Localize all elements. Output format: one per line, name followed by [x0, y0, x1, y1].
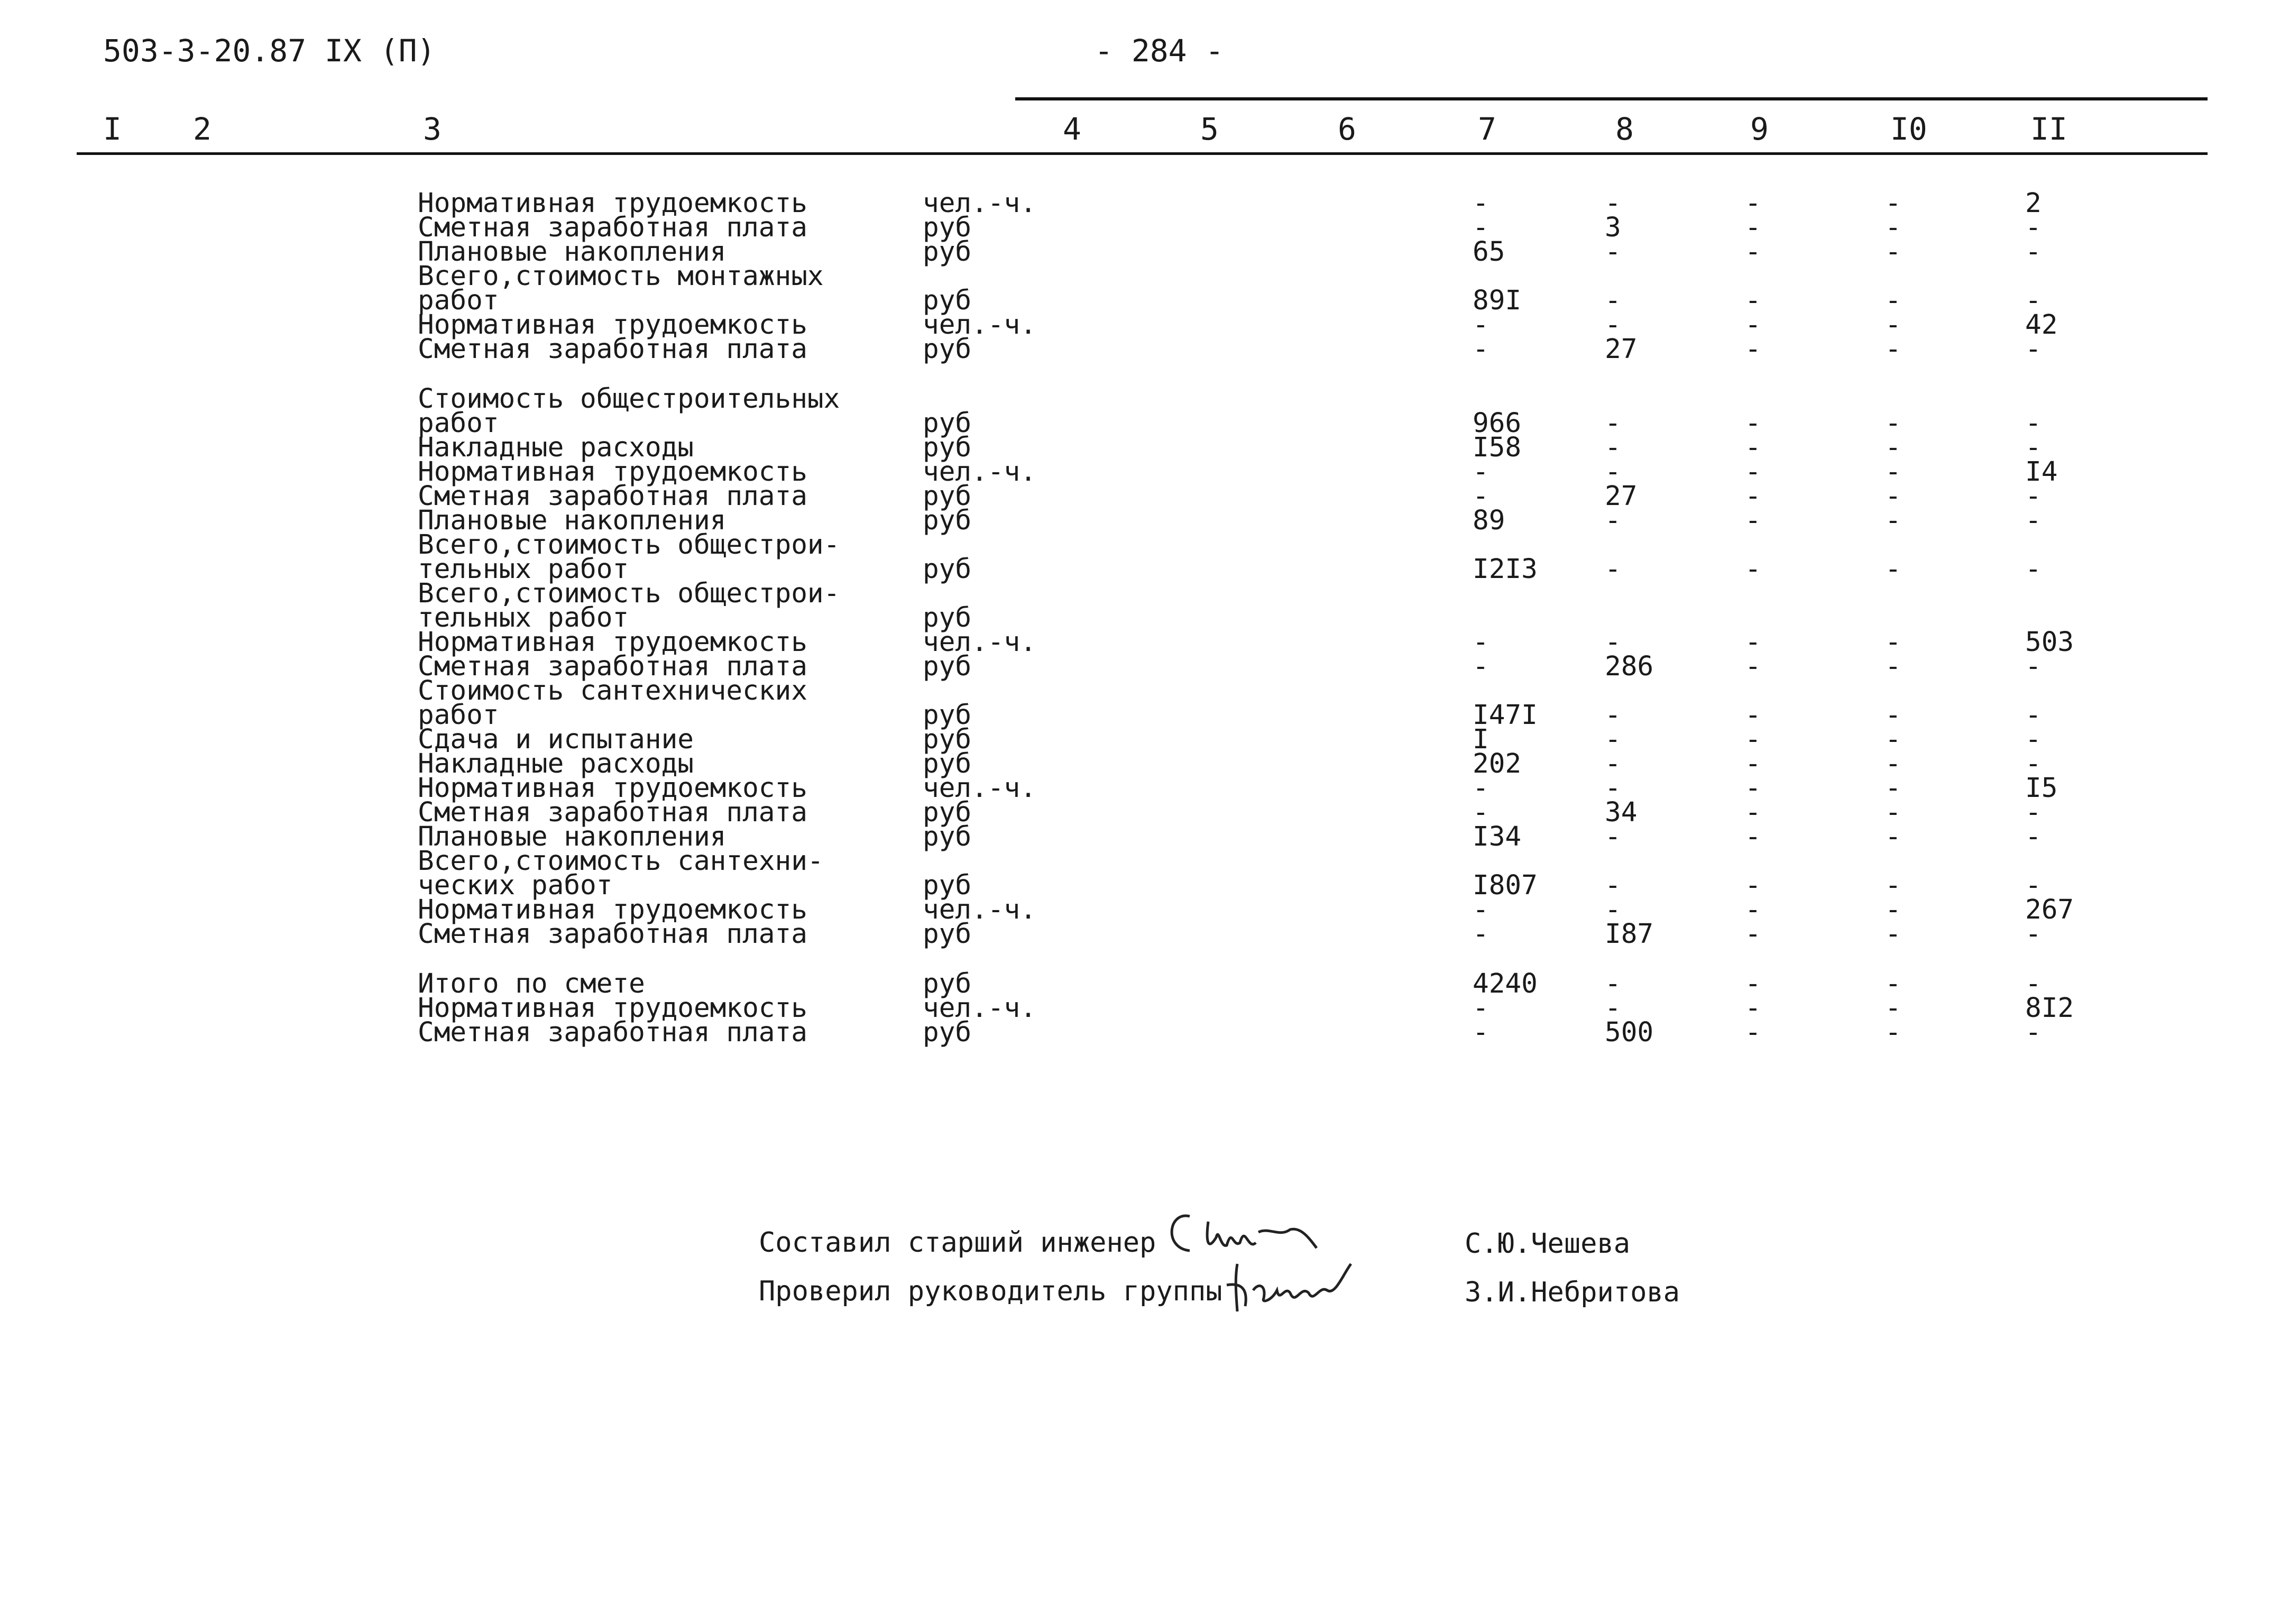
- cell-col-11: -: [2025, 1017, 2042, 1048]
- cell-col-9: -: [1745, 968, 1761, 999]
- cell-col-7: -: [1473, 651, 1489, 682]
- table-row: [0, 383, 2280, 415]
- cell-col-7: I: [1473, 724, 1489, 755]
- row-unit: чел.-ч.: [923, 456, 1036, 488]
- cell-col-7: -: [1473, 1017, 1489, 1048]
- row-unit: руб: [923, 505, 972, 536]
- cell-col-10: -: [1885, 212, 1901, 243]
- row-label: Сметная заработная плата: [418, 651, 807, 682]
- row-label: Нормативная трудоемкость: [418, 773, 807, 804]
- cell-col-8: -: [1605, 700, 1621, 731]
- cell-col-11: 42: [2025, 309, 2058, 341]
- table-row: [0, 700, 2280, 731]
- cell-col-9: -: [1745, 212, 1761, 243]
- cell-col-8: -: [1605, 188, 1621, 219]
- doc-code: 503-3-20.87 IX (П): [103, 33, 436, 69]
- cell-col-7: I807: [1473, 870, 1538, 901]
- row-unit: руб: [923, 651, 972, 682]
- cell-col-7: -: [1473, 993, 1489, 1024]
- cell-col-9: -: [1745, 236, 1761, 268]
- cell-col-9: -: [1745, 1017, 1761, 1048]
- row-label: Сметная заработная плата: [418, 1017, 807, 1048]
- cell-col-8: I87: [1605, 919, 1654, 950]
- table-row: [0, 919, 2280, 950]
- row-unit: руб: [923, 724, 972, 755]
- cell-col-10: -: [1885, 968, 1901, 999]
- cell-col-9: -: [1745, 748, 1761, 779]
- table-row: [0, 675, 2280, 707]
- table-row: [0, 602, 2280, 634]
- row-label: Всего,стоимость общестрои-: [418, 529, 840, 561]
- cell-col-7: I2I3: [1473, 554, 1538, 585]
- cell-col-10: -: [1885, 188, 1901, 219]
- table-row: [0, 481, 2280, 512]
- cell-col-10: -: [1885, 870, 1901, 901]
- cell-col-10: -: [1885, 821, 1901, 852]
- checked-by-label: Проверил руководитель группы: [759, 1276, 1222, 1307]
- cell-col-10: -: [1885, 724, 1901, 755]
- row-unit: руб: [923, 748, 972, 779]
- row-label: Всего,стоимость сантехни-: [418, 846, 824, 877]
- cell-col-7: -: [1473, 894, 1489, 925]
- cell-col-10: -: [1885, 236, 1901, 268]
- cell-col-8: 27: [1605, 334, 1638, 365]
- row-label: Нормативная трудоемкость: [418, 188, 807, 219]
- row-label: Сметная заработная плата: [418, 797, 807, 828]
- cell-col-7: I58: [1473, 432, 1522, 463]
- cell-col-9: -: [1745, 554, 1761, 585]
- table-row: [0, 870, 2280, 901]
- cell-col-8: 500: [1605, 1017, 1654, 1048]
- cell-col-11: -: [2025, 797, 2042, 828]
- row-unit: руб: [923, 481, 972, 512]
- cell-col-10: -: [1885, 894, 1901, 925]
- column-number: 7: [1478, 111, 1496, 147]
- cell-col-11: 503: [2025, 627, 2074, 658]
- row-label: тельных работ: [418, 602, 629, 634]
- cell-col-8: -: [1605, 773, 1621, 804]
- cell-col-7: 966: [1473, 408, 1522, 439]
- cell-col-7: 65: [1473, 236, 1505, 268]
- row-unit: руб: [923, 797, 972, 828]
- cell-col-11: I4: [2025, 456, 2058, 488]
- cell-col-11: -: [2025, 334, 2042, 365]
- column-number: 2: [193, 111, 212, 147]
- cell-col-7: -: [1473, 919, 1489, 950]
- cell-col-8: -: [1605, 408, 1621, 439]
- row-label: Нормативная трудоемкость: [418, 456, 807, 488]
- row-unit: руб: [923, 285, 972, 316]
- row-unit: руб: [923, 236, 972, 268]
- cell-col-11: -: [2025, 554, 2042, 585]
- cell-col-8: -: [1605, 309, 1621, 341]
- cell-col-10: -: [1885, 456, 1901, 488]
- checked-by-name: З.И.Небритова: [1465, 1277, 1680, 1308]
- cell-col-9: -: [1745, 432, 1761, 463]
- table-row: [0, 651, 2280, 682]
- cell-col-11: -: [2025, 748, 2042, 779]
- cell-col-8: -: [1605, 505, 1621, 536]
- table-row: [0, 797, 2280, 828]
- cell-col-11: -: [2025, 919, 2042, 950]
- cell-col-11: -: [2025, 870, 2042, 901]
- cell-col-8: -: [1605, 285, 1621, 316]
- cell-col-9: -: [1745, 894, 1761, 925]
- cell-col-10: -: [1885, 627, 1901, 658]
- cell-col-9: -: [1745, 408, 1761, 439]
- table-row: [0, 578, 2280, 609]
- compiled-by-name: С.Ю.Чешева: [1465, 1228, 1631, 1260]
- cell-col-11: 2: [2025, 188, 2042, 219]
- table-row: [0, 188, 2280, 219]
- row-label: работ: [418, 700, 499, 731]
- table-row: [0, 261, 2280, 292]
- top-rule: [1015, 97, 2208, 100]
- cell-col-7: -: [1473, 212, 1489, 243]
- row-label: тельных работ: [418, 554, 629, 585]
- row-label: Накладные расходы: [418, 748, 694, 779]
- row-unit: чел.-ч.: [923, 993, 1036, 1024]
- column-number: 9: [1750, 111, 1769, 147]
- cell-col-11: -: [2025, 408, 2042, 439]
- cell-col-10: -: [1885, 748, 1901, 779]
- cell-col-11: 8I2: [2025, 993, 2074, 1024]
- cell-col-8: -: [1605, 968, 1621, 999]
- cell-col-9: -: [1745, 481, 1761, 512]
- cell-col-10: -: [1885, 993, 1901, 1024]
- table-row: [0, 334, 2280, 365]
- cell-col-8: -: [1605, 724, 1621, 755]
- cell-col-11: -: [2025, 700, 2042, 731]
- bottom-rule: [77, 152, 2208, 155]
- cell-col-9: -: [1745, 627, 1761, 658]
- cell-col-7: I47I: [1473, 700, 1538, 731]
- cell-col-10: -: [1885, 285, 1901, 316]
- cell-col-11: -: [2025, 968, 2042, 999]
- table-row: [0, 894, 2280, 925]
- table-row: [0, 554, 2280, 585]
- cell-col-10: -: [1885, 408, 1901, 439]
- row-label: Стоимость сантехнических: [418, 675, 807, 707]
- cell-col-9: -: [1745, 773, 1761, 804]
- cell-col-7: 89: [1473, 505, 1505, 536]
- row-unit: руб: [923, 432, 972, 463]
- cell-col-10: -: [1885, 773, 1901, 804]
- table-row: [0, 432, 2280, 463]
- cell-col-11: -: [2025, 285, 2042, 316]
- table-row: [0, 821, 2280, 852]
- column-number: 5: [1200, 111, 1219, 147]
- cell-col-8: 3: [1605, 212, 1621, 243]
- table-row: [0, 529, 2280, 561]
- row-label: Нормативная трудоемкость: [418, 309, 807, 341]
- row-unit: руб: [923, 1017, 972, 1048]
- cell-col-8: -: [1605, 627, 1621, 658]
- row-unit: руб: [923, 212, 972, 243]
- cell-col-8: -: [1605, 432, 1621, 463]
- table-row: [0, 748, 2280, 779]
- row-label: Сметная заработная плата: [418, 212, 807, 243]
- cell-col-11: -: [2025, 481, 2042, 512]
- checked-signature-scribble: [1221, 1253, 1359, 1322]
- row-label: Всего,стоимость общестрои-: [418, 578, 840, 609]
- cell-col-7: 202: [1473, 748, 1522, 779]
- cell-col-10: -: [1885, 334, 1901, 365]
- cell-col-11: -: [2025, 724, 2042, 755]
- cell-col-11: -: [2025, 505, 2042, 536]
- cell-col-9: -: [1745, 188, 1761, 219]
- column-number: I: [103, 111, 122, 147]
- row-label: Накладные расходы: [418, 432, 694, 463]
- cell-col-8: -: [1605, 456, 1621, 488]
- cell-col-8: -: [1605, 554, 1621, 585]
- row-label: Сметная заработная плата: [418, 481, 807, 512]
- row-unit: руб: [923, 919, 972, 950]
- row-label: Нормативная трудоемкость: [418, 894, 807, 925]
- table-row: [0, 846, 2280, 877]
- table-row: [0, 968, 2280, 999]
- column-number: 6: [1338, 111, 1356, 147]
- cell-col-8: 286: [1605, 651, 1654, 682]
- cell-col-7: -: [1473, 481, 1489, 512]
- cell-col-8: -: [1605, 894, 1621, 925]
- cell-col-11: 267: [2025, 894, 2074, 925]
- row-unit: руб: [923, 602, 972, 634]
- row-label: ческих работ: [418, 870, 613, 901]
- column-number: 3: [423, 111, 442, 147]
- row-label: работ: [418, 285, 499, 316]
- cell-col-11: -: [2025, 212, 2042, 243]
- row-label: Сдача и испытание: [418, 724, 694, 755]
- cell-col-7: 89I: [1473, 285, 1522, 316]
- row-label: Сметная заработная плата: [418, 919, 807, 950]
- cell-col-7: I34: [1473, 821, 1522, 852]
- cell-col-8: -: [1605, 821, 1621, 852]
- row-label: работ: [418, 408, 499, 439]
- cell-col-11: -: [2025, 651, 2042, 682]
- row-unit: руб: [923, 870, 972, 901]
- cell-col-10: -: [1885, 309, 1901, 341]
- row-unit: чел.-ч.: [923, 309, 1036, 341]
- column-number: II: [2030, 111, 2067, 147]
- row-unit: руб: [923, 334, 972, 365]
- cell-col-11: -: [2025, 432, 2042, 463]
- page-number: - 284 -: [1095, 33, 1224, 69]
- column-number: 8: [1615, 111, 1634, 147]
- cell-col-7: -: [1473, 456, 1489, 488]
- cell-col-8: 27: [1605, 481, 1638, 512]
- row-unit: чел.-ч.: [923, 773, 1036, 804]
- cell-col-9: -: [1745, 285, 1761, 316]
- cell-col-8: -: [1605, 870, 1621, 901]
- cell-col-7: -: [1473, 773, 1489, 804]
- cell-col-8: -: [1605, 748, 1621, 779]
- row-unit: руб: [923, 821, 972, 852]
- row-label: Нормативная трудоемкость: [418, 627, 807, 658]
- cell-col-9: -: [1745, 870, 1761, 901]
- table-row: [0, 724, 2280, 755]
- table-row: [0, 236, 2280, 268]
- cell-col-9: -: [1745, 724, 1761, 755]
- table-row: [0, 505, 2280, 536]
- cell-col-7: -: [1473, 309, 1489, 341]
- cell-col-11: -: [2025, 821, 2042, 852]
- cell-col-11: I5: [2025, 773, 2058, 804]
- cell-col-9: -: [1745, 993, 1761, 1024]
- cell-col-10: -: [1885, 554, 1901, 585]
- table-row: [0, 1017, 2280, 1048]
- cell-col-9: -: [1745, 919, 1761, 950]
- table-row: [0, 285, 2280, 316]
- row-unit: чел.-ч.: [923, 188, 1036, 219]
- row-label: Плановые накопления: [418, 505, 727, 536]
- row-unit: руб: [923, 700, 972, 731]
- column-number: I0: [1890, 111, 1927, 147]
- row-label: Нормативная трудоемкость: [418, 993, 807, 1024]
- row-unit: чел.-ч.: [923, 894, 1036, 925]
- table-row: [0, 408, 2280, 439]
- cell-col-10: -: [1885, 700, 1901, 731]
- cell-col-9: -: [1745, 334, 1761, 365]
- cell-col-8: -: [1605, 993, 1621, 1024]
- cell-col-9: -: [1745, 456, 1761, 488]
- cell-col-8: -: [1605, 236, 1621, 268]
- cell-col-10: -: [1885, 797, 1901, 828]
- cell-col-9: -: [1745, 651, 1761, 682]
- cell-col-10: -: [1885, 505, 1901, 536]
- cell-col-10: -: [1885, 1017, 1901, 1048]
- row-label: Стоимость общестроительных: [418, 383, 840, 415]
- column-number: 4: [1063, 111, 1081, 147]
- row-label: Плановые накопления: [418, 236, 727, 268]
- cell-col-7: -: [1473, 797, 1489, 828]
- row-label: Сметная заработная плата: [418, 334, 807, 365]
- cell-col-8: 34: [1605, 797, 1638, 828]
- row-unit: руб: [923, 968, 972, 999]
- row-unit: руб: [923, 554, 972, 585]
- table-row: [0, 309, 2280, 341]
- cell-col-10: -: [1885, 651, 1901, 682]
- table-row: [0, 456, 2280, 488]
- row-label: Плановые накопления: [418, 821, 727, 852]
- row-unit: чел.-ч.: [923, 627, 1036, 658]
- cell-col-7: 4240: [1473, 968, 1538, 999]
- cell-col-9: -: [1745, 821, 1761, 852]
- cell-col-9: -: [1745, 700, 1761, 731]
- compiled-by-label: Составил старший инженер: [759, 1227, 1156, 1259]
- table-row: [0, 627, 2280, 658]
- row-label: Итого по смете: [418, 968, 645, 999]
- cell-col-9: -: [1745, 797, 1761, 828]
- table-row: [0, 212, 2280, 243]
- cell-col-10: -: [1885, 919, 1901, 950]
- row-label: Всего,стоимость монтажных: [418, 261, 824, 292]
- cell-col-7: -: [1473, 334, 1489, 365]
- table-row: [0, 773, 2280, 804]
- row-unit: руб: [923, 408, 972, 439]
- cell-col-10: -: [1885, 432, 1901, 463]
- cell-col-9: -: [1745, 309, 1761, 341]
- cell-col-7: -: [1473, 188, 1489, 219]
- cell-col-10: -: [1885, 481, 1901, 512]
- cell-col-7: -: [1473, 627, 1489, 658]
- cell-col-11: -: [2025, 236, 2042, 268]
- table-row: [0, 993, 2280, 1024]
- cell-col-9: -: [1745, 505, 1761, 536]
